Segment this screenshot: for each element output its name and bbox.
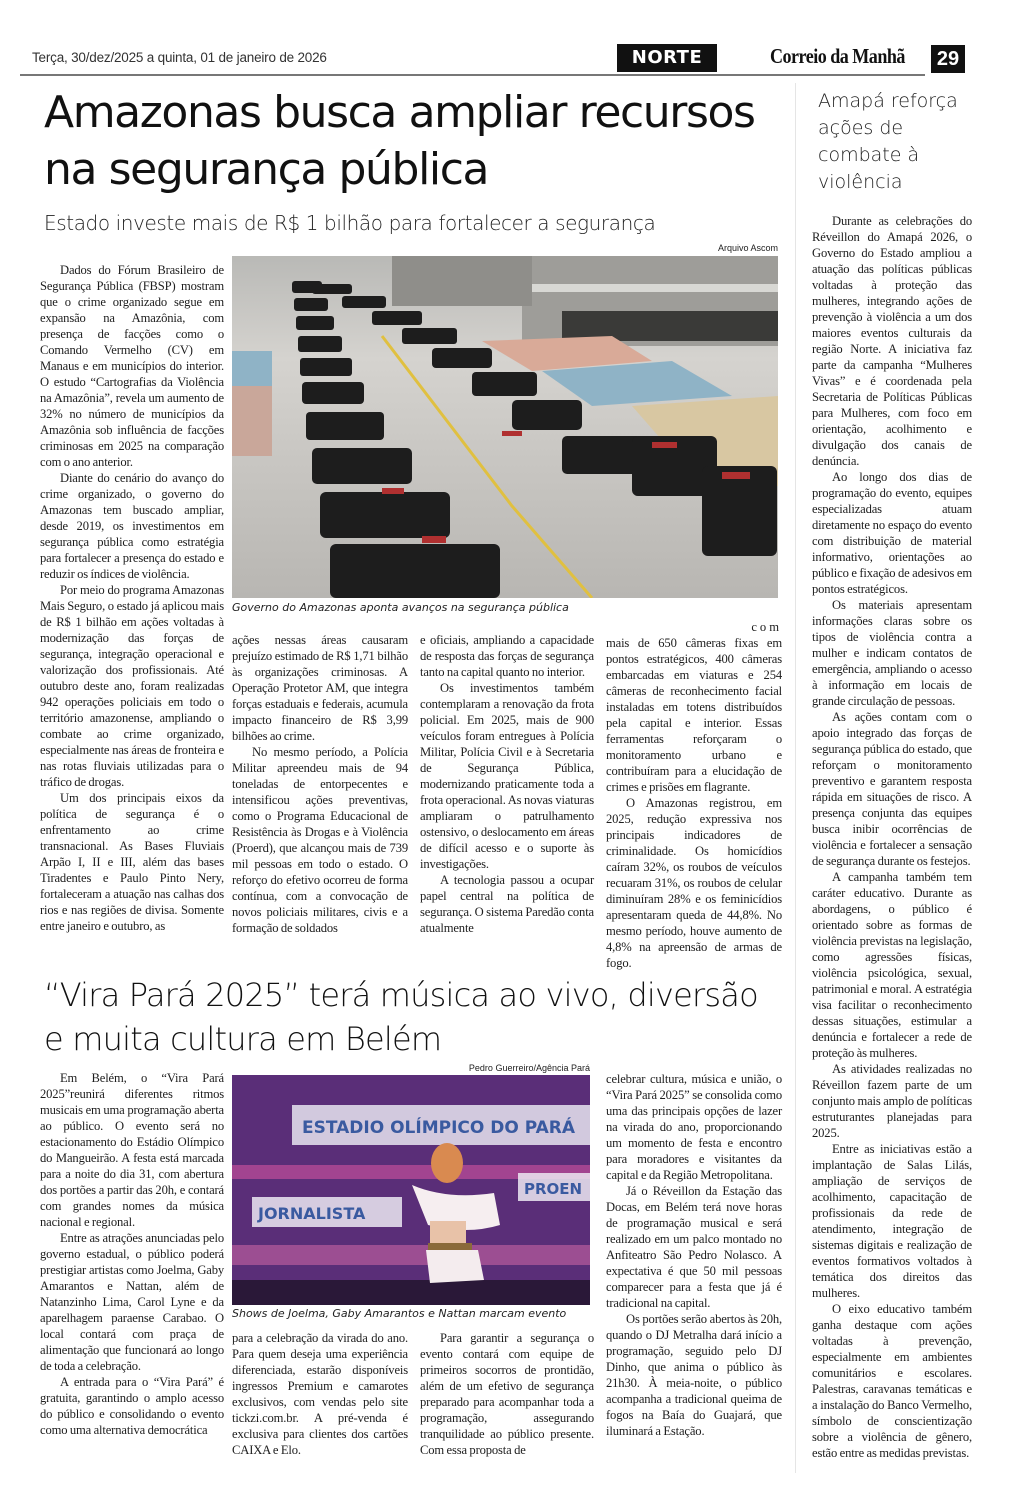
paragraph: O eixo educativo também ganha destaque com ações voltadas à prevenção, especialmente em ambientes comunitários e escolares. Palestras, caravanas temáticas e a instalação do Banco Vermelho, símbolo de conscientização sobre a violência de gênero, estão entre as medidas previstas. [812,1302,972,1460]
paragraph: Diante do cenário do avanço do crime organizado, o governo do Amazonas tem buscado ampliar, desde 2019, os investimentos em segurança pública como estratégia para fortalecer a presença do estado e reduzir os índices de violência. [40,471,224,581]
second-article-column-2 [232,1330,408,1458]
main-article-column-2 [232,632,408,936]
main-photo-caption: Governo do Amazonas aponta avanços na segurança pública [232,601,569,614]
photo-sign-jornalista: JORNALISTA [258,1204,366,1223]
paragraph: Para garantir a segurança o evento contará com equipe de primeiros socorros de prontidão, além de um efetivo de segurança preparado para acompanhar toda a programação, assegurando tranquilidade ao público presente. Com essa proposta de [420,1331,594,1457]
paragraph: Os portões serão abertos às 20h, quando o DJ Metralha dará início a programação, seguido pelo DJ Dinho, que anima o público às 21h30. À meia-noite, o público acompanha a tradicional queima de fogos na Baía do Guajará, que iluminará a Estação. [606,1312,782,1438]
second-article-headline: “Vira Pará 2025” terá música ao vivo, diversão e muita cultura em Belém [44,976,758,1058]
main-photo-credit: Arquivo Ascom [717,243,778,253]
paragraph: para a celebração da virada do ano. Para quem deseja uma experiência diferenciada, estarão disponíveis ingressos Premium e camarotes exclusivos, com vendas pelo site tickzi.com.br. A pré-venda é exclusiva para clientes dos cartões CAIXA e Elo. [232,1331,408,1457]
paragraph: A campanha também tem caráter educativo. Durante as abordagens, o público é orientado sobre as formas de violência previstas na legislação, como agressões físicas, violência psicológica, sexual, patrimonial e moral. A estratégia visa facilitar o reconhecimento dessas situações, estimular a denúncia e fortalecer a rede de proteção às mulheres. [812,870,972,1060]
main-article-photo [232,256,778,598]
paragraph: celebrar cultura, música e união, o “Vira Pará 2025” se consolida como uma das principais opções de lazer na virada do ano, proporcionando um momento de festa e encontro para moradores e visitantes da capital e da Região Metropolitana. [606,1072,782,1182]
second-photo-credit: Pedro Guerreiro/Agência Pará [468,1063,590,1073]
second-article-column-3 [420,1330,594,1458]
page-number: 29 [931,45,965,73]
sidebar-divider [795,83,796,1473]
police-vehicles-illustration [232,256,778,598]
paragraph: Entre as iniciativas estão a implantação de Salas Lilás, ampliação de serviços de acolhimento, capacitação de profissionais da rede de atendimento, integração de sistemas digitais e realização de eventos formativos voltados à temática dos direitos das mulheres. [812,1142,972,1300]
main-article-column-1 [40,262,224,934]
paragraph: Entre as atrações anunciadas pelo governo estadual, o público poderá prestigiar artistas como Joelma, Gaby Amarantos e Nattan, além de Natanzinho Lima, Carol Lyne e da aparelhagem paraense Carabao. O local contará com praça de alimentação que funcionará ao longo de toda a celebração. [40,1231,224,1373]
paragraph: Dados do Fórum Brasileiro de Segurança Pública (FBSP) mostram que o crime organizado segue em expansão na Amazônia, com presença de facções como o Comando Vermelho (CV) em Manaus e em municípios do interior. O estudo “Cartografias da Violência na Amazônia”, revela um aumento de 32% no número de municípios da Amazônia sob influência de facções criminosas em 2025 na comparação com o ano anterior. [40,263,224,469]
paragraph: As atividades realizadas no Réveillon fazem parte de um conjunto mais amplo de políticas estruturantes planejadas para 2025. [812,1062,972,1140]
main-article-headline: Amazonas busca ampliar recursos na segurança pública [44,87,755,195]
paragraph: mais de 650 câmeras fixas em pontos estratégicos, 400 câmeras embarcadas em viaturas e 254 câmeras de reconhecimento facial instaladas em totens distribuídos pela capital e interior. Essas ferramentas reforçaram o monitoramento urbano e contribuíram para a elucidação de crimes e prisões em flagrante. [606,636,782,794]
main-article-subheadline: Estado investe mais de R$ 1 bilhão para fortalecer a segurança [44,211,656,235]
paragraph: Um dos principais eixos da política de segurança é o enfrentamento ao crime transnacional. As Bases Fluviais Arpão I, II e III, além das bases Tiradentes e Paulo Pinto Nery, fortaleceram a atuação nas calhas dos rios e nas regiões de divisa. Somente entre janeiro e outubro, as [40,791,224,933]
second-photo-caption: Shows de Joelma, Gaby Amarantos e Nattan marcam evento [232,1307,567,1320]
sidebar-article-body [812,213,972,1461]
paragraph: O Amazonas registrou, em 2025, redução expressiva nos principais indicadores de criminalidade. Os homicídios caíram 32%, os roubos de veículos recuaram 31%, os roubos de celular diminuíram 28% e os feminicídios apresentaram queda de 44,8%. No mesmo período, houve aumento de 4,8% na apreensão de armas de fogo. [606,796,782,970]
singer-on-stage-illustration [232,1075,590,1305]
paragraph: As ações contam com o apoio integrado das forças de segurança pública do estado, que reforçam o monitoramento preventivo e garantem resposta rápida em situações de risco. A presença conjunta das equipes busca inibir ocorrências de violência e fortalecer a sensação de segurança durante os festejos. [812,710,972,868]
main-article-column-4 [606,619,782,971]
paragraph: Ao longo dos dias de programação do evento, equipes especializadas atuam diretamente no espaço do evento com distribuição de material informativo, orientações ao público e fixação de adesivos em pontos estratégicos. [812,470,972,596]
paragraph: Já o Réveillon da Estação das Docas, em Belém terá nove horas de programação musical e será realizado em um palco montado no Anfiteatro São Pedro Nolasco. A expectativa é que 50 mil pessoas comparecer para a festa que já é tradicional na capital. [606,1184,782,1310]
paragraph: Os materiais apresentam informações claras sobre os tipos de violência contra a mulher e indicam contatos de emergência, ampliando o acesso à informação em locais de grande circulação de pessoas. [812,598,972,708]
newspaper-name: Correio da Manhã [770,44,905,68]
issue-date: Terça, 30/dez/2025 a quinta, 01 de janeiro de 2026 [32,50,327,65]
paragraph: ações nessas áreas causaram prejuízo estimado de R$ 1,71 bilhão às organizações criminosas. A Operação Protetor AM, que integra forças estaduais e federais, acumula impacto financeiro de R$ 3,99 bilhões ao crime. [232,633,408,743]
header-rule [20,74,925,76]
paragraph: A entrada para o “Vira Pará” é gratuita, garantindo o amplo acesso do público e consolidando o evento como uma alternativa democrática [40,1375,224,1437]
paragraph: e oficiais, ampliando a capacidade de resposta das forças de segurança tanto na capital quanto no interior. [420,633,594,679]
second-article-column-4 [606,1071,782,1439]
photo-sign-stadium: ESTADIO OLÍMPICO DO PARÁ [302,1118,576,1138]
paragraph: A tecnologia passou a ocupar papel central na política de segurança. O sistema Paredão conta atualmente [420,873,594,935]
photo-sign-proen: PROEN [524,1180,583,1198]
main-article-column-3 [420,632,594,936]
paragraph: No mesmo período, a Polícia Militar apreendeu mais de 94 toneladas de entorpecentes e intensificou ações preventivas, como o Programa Educacional de Resistência às Drogas e à Violência (Proerd), que alcançou mais de 739 mil pessoas em todo o estado. O reforço do efetivo ocorreu de forma contínua, com a convocação de novos policiais militares, civis e a formação de soldados [232,745,408,935]
paragraph: Durante as celebrações do Réveillon do Amapá 2026, o Governo do Estado ampliou a atuação das políticas públicas voltadas à proteção das mulheres, integrando ações de prevenção à violência a um dos maiores eventos culturais da região Norte. A iniciativa faz parte da campanha “Mulheres Vivas” e é coordenada pela Secretaria de Políticas Públicas para Mulheres, com foco em orientação, acolhimento e divulgação dos canais de denúncia. [812,214,972,468]
second-article-column-1 [40,1070,224,1438]
second-article-photo [232,1075,590,1305]
sidebar-article-headline: Amapá reforça ações de combate à violência [818,90,958,193]
continuation-word: com [751,620,782,634]
section-tag: NORTE [617,44,717,72]
paragraph: Em Belém, o “Vira Pará 2025”reunirá diferentes ritmos musicais em uma programação aberta ao público. O evento será no estacionamento do Estádio Olímpico do Mangueirão. A festa está marcada para a noite do dia 31, com abertura dos portões a partir das 20h, e contará com grandes nomes da música nacional e regional. [40,1071,224,1229]
paragraph: Os investimentos também contemplaram a renovação da frota policial. Em 2025, mais de 900 veículos foram entregues à Polícia Militar, Polícia Civil e à Secretaria de Segurança Pública, modernizando praticamente toda a frota operacional. As novas viaturas ampliaram o patrulhamento ostensivo, o deslocamento em áreas de difícil acesso e o suporte às investigações. [420,681,594,871]
paragraph: Por meio do programa Amazonas Mais Seguro, o estado já aplicou mais de R$ 1 bilhão em ações voltadas à modernização das forças de segurança, integração operacional e valorização dos profissionais. Até outubro deste ano, foram realizadas 942 operações policiais em todo o território amazonense, ampliando o combate ao crime organizado, especialmente nas áreas de fronteira e nas rotas fluviais utilizadas para o tráfico de drogas. [40,583,224,789]
